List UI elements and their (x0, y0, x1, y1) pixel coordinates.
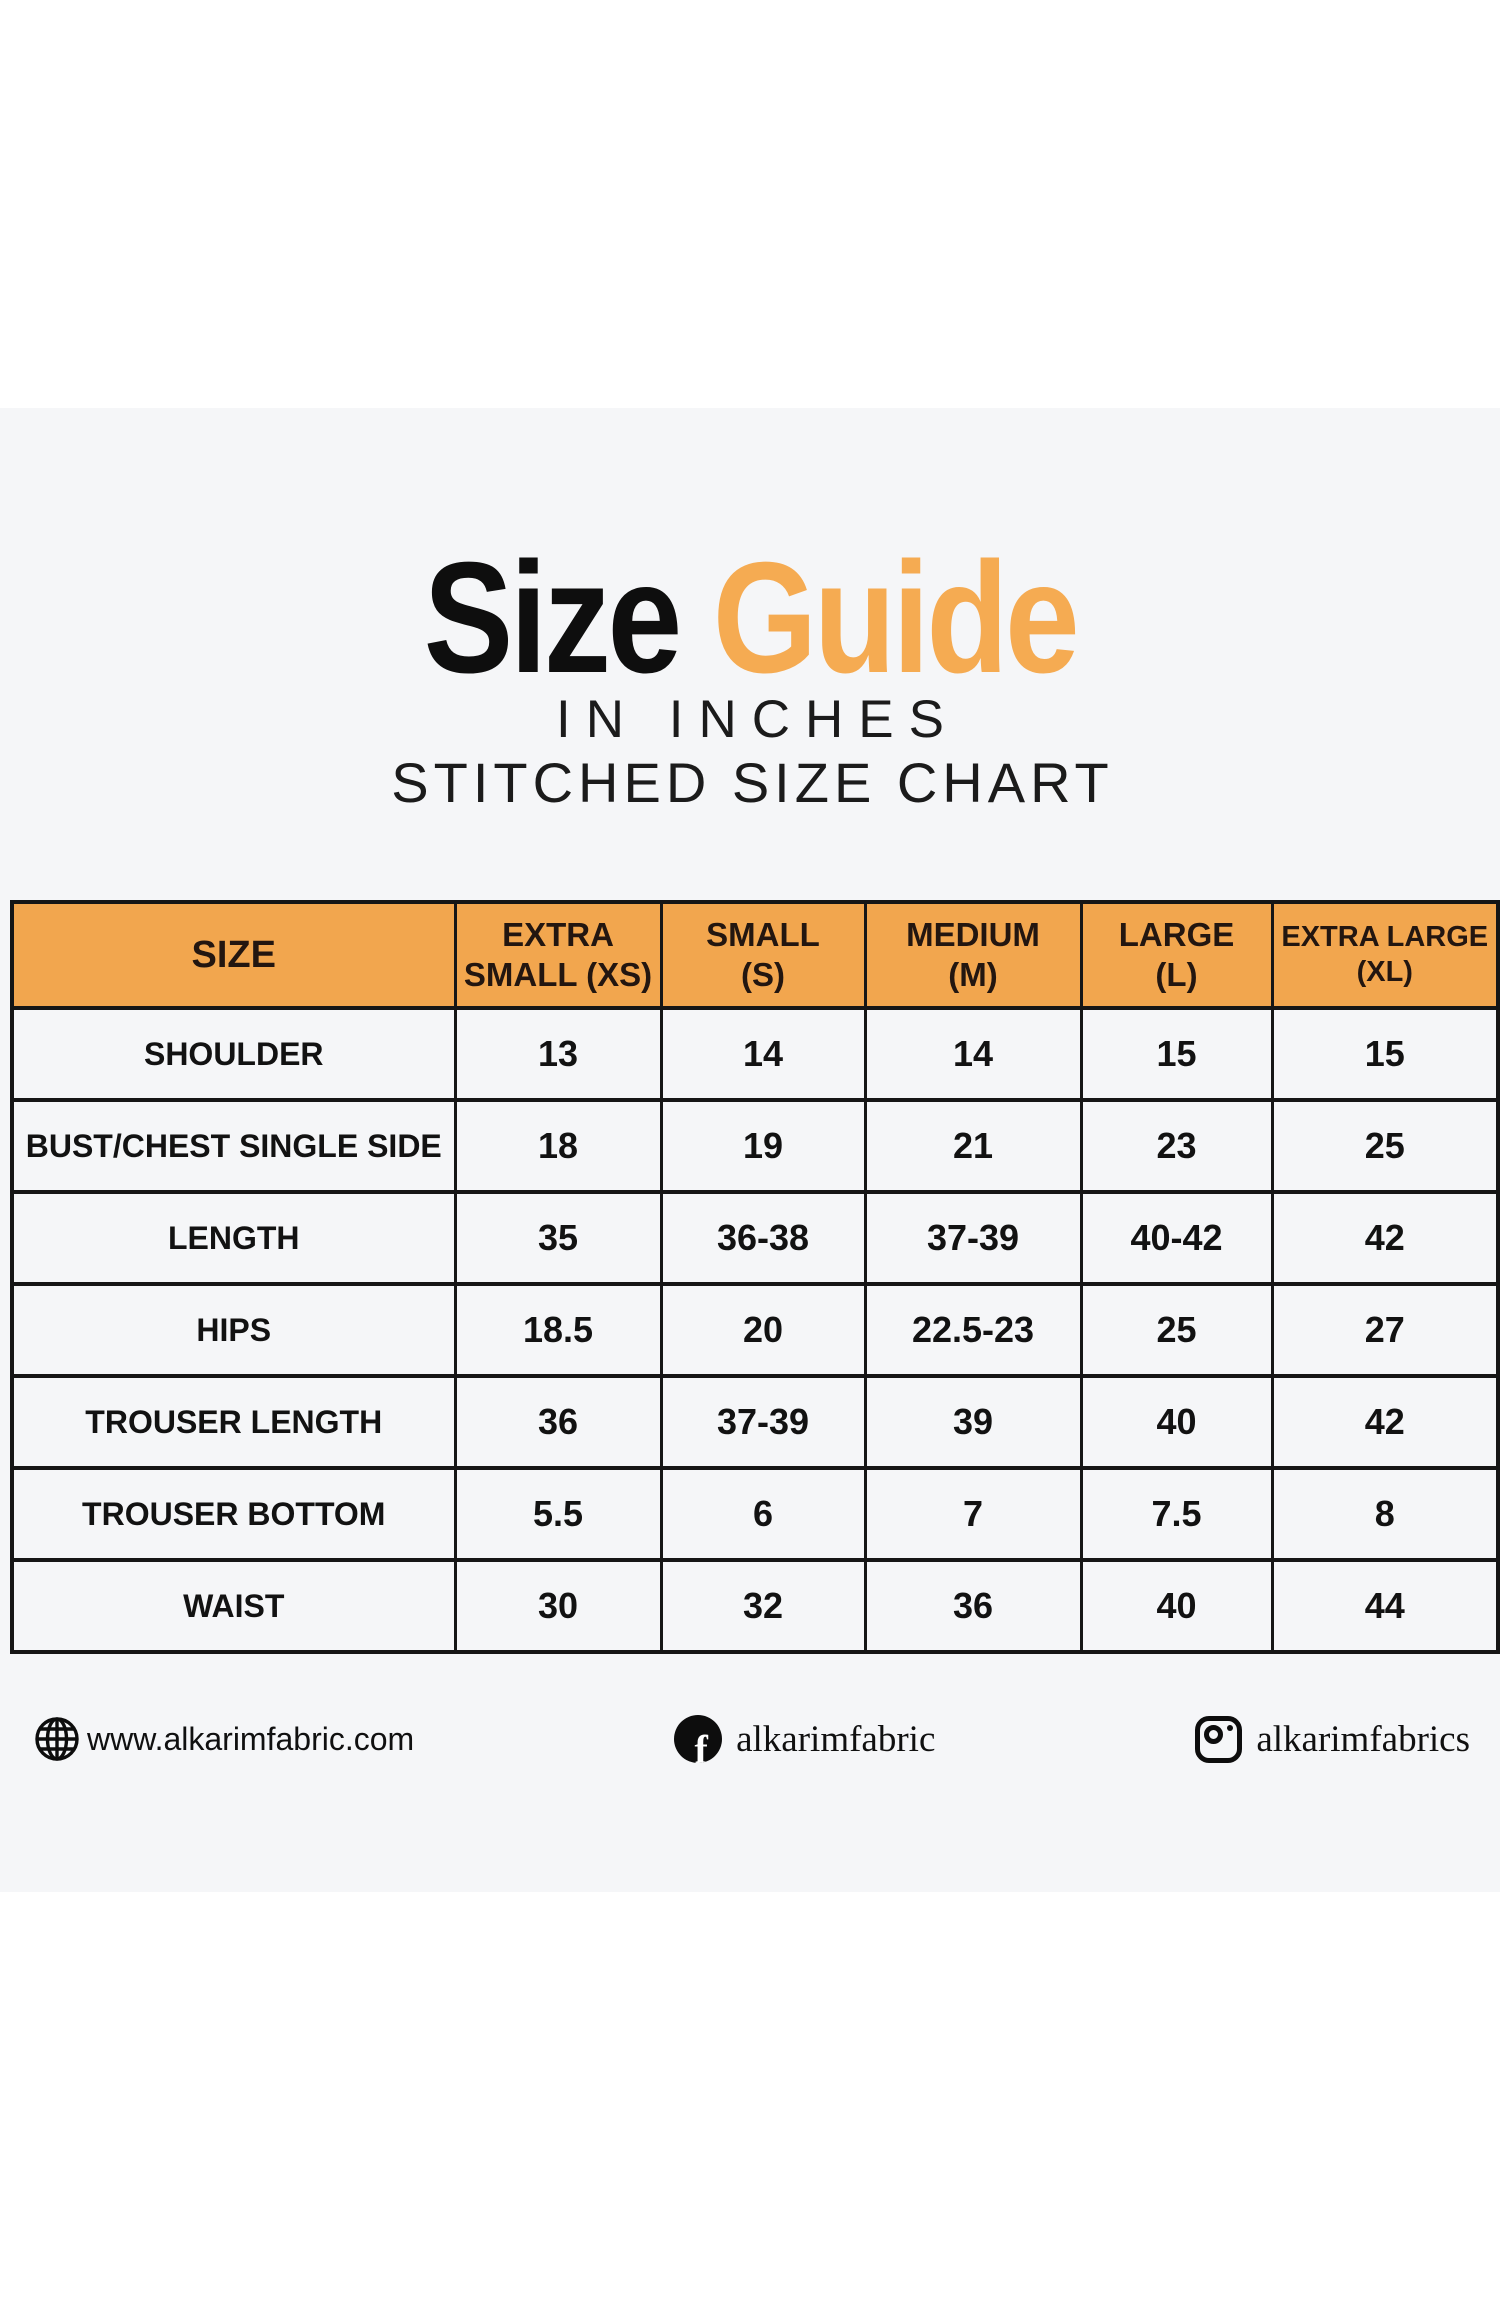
cell-value: 40-42 (1081, 1192, 1272, 1284)
cell-value: 25 (1081, 1284, 1272, 1376)
row-label: LENGTH (12, 1192, 455, 1284)
cell-value: 15 (1081, 1008, 1272, 1100)
title-word-size: Size (423, 530, 679, 706)
cell-value: 35 (455, 1192, 661, 1284)
page-title (113, 530, 1388, 706)
title-space (679, 530, 713, 706)
row-label: TROUSER LENGTH (12, 1376, 455, 1468)
instagram-lens (1204, 1725, 1223, 1744)
cell-value: 15 (1272, 1008, 1498, 1100)
cell-value: 39 (865, 1376, 1081, 1468)
cell-value: 6 (661, 1468, 865, 1560)
cell-value: 40 (1081, 1376, 1272, 1468)
cell-value: 20 (661, 1284, 865, 1376)
cell-value: 19 (661, 1100, 865, 1192)
instagram-dot (1227, 1725, 1233, 1731)
instagram-icon (1195, 1716, 1242, 1763)
subtitle-in-inches: IN INCHES (556, 690, 959, 749)
cell-value: 37-39 (865, 1192, 1081, 1284)
cell-value: 36 (865, 1560, 1081, 1652)
cell-value: 21 (865, 1100, 1081, 1192)
website-link[interactable] (33, 1714, 414, 1764)
column-header-large: LARGE (L) (1081, 902, 1272, 1008)
facebook-icon (674, 1715, 722, 1763)
cell-value: 14 (661, 1008, 865, 1100)
column-header-extra-small: EXTRA SMALL (XS) (455, 902, 661, 1008)
row-label: BUST/CHEST SINGLE SIDE (12, 1100, 455, 1192)
website-url: www.alkarimfabric.com (87, 1720, 415, 1757)
facebook-link[interactable] (674, 1715, 935, 1763)
table-row-bust-chest (12, 1100, 1498, 1192)
column-header-extra-large: EXTRA LARGE (XL) (1272, 902, 1498, 1008)
cell-value: 30 (455, 1560, 661, 1652)
table-row-waist (12, 1560, 1498, 1652)
table-row-length (12, 1192, 1498, 1284)
cell-value: 7.5 (1081, 1468, 1272, 1560)
table-row-hips (12, 1284, 1498, 1376)
size-chart-table (10, 900, 1500, 1654)
cell-value: 18.5 (455, 1284, 661, 1376)
facebook-handle: alkarimfabric (736, 1718, 936, 1760)
row-label: WAIST (12, 1560, 455, 1652)
cell-value: 36 (455, 1376, 661, 1468)
instagram-handle: alkarimfabrics (1256, 1718, 1470, 1760)
cell-value: 37-39 (661, 1376, 865, 1468)
cell-value: 22.5-23 (865, 1284, 1081, 1376)
footer-contact-row (0, 1702, 1500, 1776)
cell-value: 36-38 (661, 1192, 865, 1284)
cell-value: 8 (1272, 1468, 1498, 1560)
title-word-guide: Guide (712, 530, 1077, 706)
header-row (12, 902, 1498, 1008)
cell-value: 27 (1272, 1284, 1498, 1376)
cell-value: 44 (1272, 1560, 1498, 1652)
row-label: HIPS (12, 1284, 455, 1376)
cell-value: 40 (1081, 1560, 1272, 1652)
column-header-medium: MEDIUM (M) (865, 902, 1081, 1008)
cell-value: 42 (1272, 1192, 1498, 1284)
table-row-trouser-bottom (12, 1468, 1498, 1560)
cell-value: 42 (1272, 1376, 1498, 1468)
table-row-shoulder (12, 1008, 1498, 1100)
globe-icon (33, 1714, 81, 1764)
cell-value: 25 (1272, 1100, 1498, 1192)
cell-value: 18 (455, 1100, 661, 1192)
cell-value: 14 (865, 1008, 1081, 1100)
column-header-size: SIZE (12, 902, 455, 1008)
instagram-link[interactable] (1195, 1716, 1470, 1763)
facebook-f-glyph: f (694, 1727, 708, 1763)
cell-value: 23 (1081, 1100, 1272, 1192)
cell-value: 13 (455, 1008, 661, 1100)
cell-value: 7 (865, 1468, 1081, 1560)
row-label: SHOULDER (12, 1008, 455, 1100)
column-header-small: SMALL (S) (661, 902, 865, 1008)
cell-value: 5.5 (455, 1468, 661, 1560)
table-row-trouser-length (12, 1376, 1498, 1468)
subtitle-stitched-size-chart: STITCHED SIZE CHART (391, 751, 1114, 814)
cell-value: 32 (661, 1560, 865, 1652)
row-label: TROUSER BOTTOM (12, 1468, 455, 1560)
